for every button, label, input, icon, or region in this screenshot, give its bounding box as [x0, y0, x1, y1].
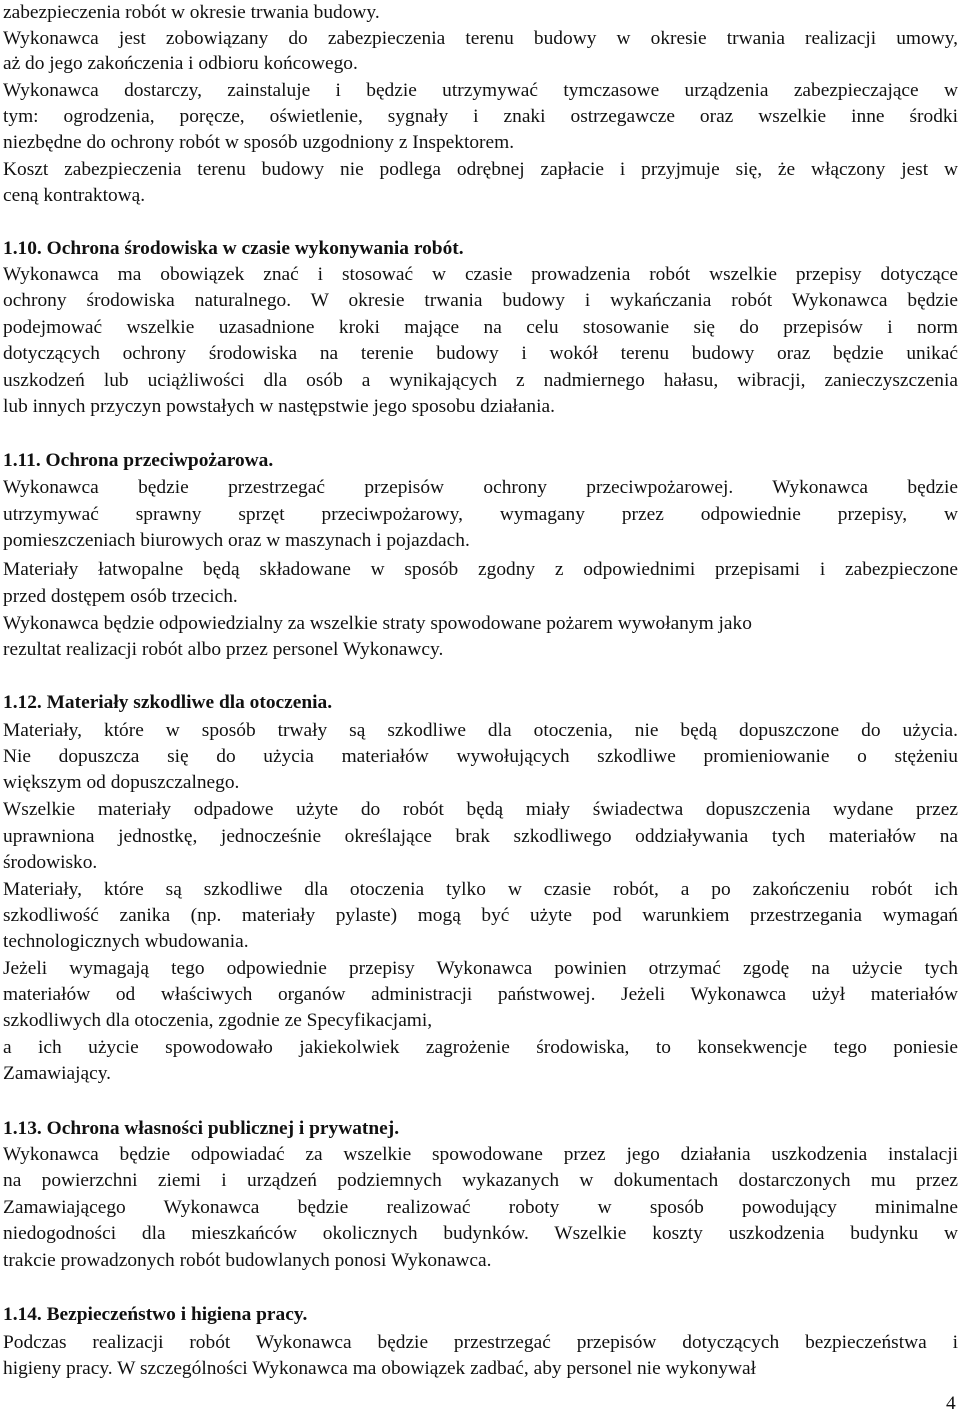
text-line: dotyczących ochrony środowiska na terenie budowy i wokół terenu budowy oraz będzie unikać [3, 343, 958, 364]
text-line: Wykonawca ma obowiązek znać i stosować w czasie prowadzenia robót wszelkie przepisy dotyczące [3, 264, 958, 285]
text-line: a ich użycie spowodowało jakiekolwiek zagrożenie środowiska, to konsekwencje tego poniesie [3, 1037, 958, 1058]
text-line: Wszelkie materiały odpadowe użyte do robót będą miały świadectwa dopuszczenia wydane przez [3, 799, 958, 820]
text-line: pomieszczeniach biurowych oraz w maszynach i pojazdach. [3, 530, 470, 551]
text-line: niezbędne do ochrony robót w sposób uzgodniony z Inspektorem. [3, 132, 515, 153]
text-line: Jeżeli wymagają tego odpowiednie przepisy Wykonawca powinien otrzymać zgodę na użycie tych [3, 958, 958, 979]
text-line: Wykonawca będzie przestrzegać przepisów ochrony przeciwpożarowej. Wykonawca będzie [3, 477, 958, 498]
text-line: niedogodności dla mieszkańców okolicznych budynków. Wszelkie koszty uszkodzenia budynku w [3, 1223, 958, 1244]
text-line: uprawniona jednostkę, jednocześnie określające brak szkodliwego oddziaływania tych materiałów na [3, 826, 958, 847]
section-heading: 1.13. Ochrona własności publicznej i prywatnej. [3, 1118, 400, 1139]
text-line: higieny pracy. W szczególności Wykonawca ma obowiązek zadbać, aby personel nie wykonywał [3, 1358, 757, 1379]
text-line: uszkodzeń lub uciążliwości dla osób a wynikających z nadmiernego hałasu, wibracji, zanieczyszczenia [3, 370, 958, 391]
text-line: Koszt zabezpieczenia terenu budowy nie podlega odrębnej zapłacie i przyjmuje się, że włączony jest w [3, 159, 958, 180]
text-line: Wykonawca będzie odpowiadać za wszelkie spowodowane przez jego działania uszkodzenia instalacji [3, 1144, 958, 1165]
text-line: Materiały, które są szkodliwe dla otoczenia tylko w czasie robót, a po zakończeniu robót ich [3, 879, 958, 900]
text-line: Nie dopuszcza się do użycia materiałów wywołujących szkodliwe promieniowanie o stężeniu [3, 746, 958, 767]
text-line: Zamawiającego Wykonawca będzie realizować roboty w sposób powodujący minimalne [3, 1197, 958, 1218]
text-line: przed dostępem osób trzecich. [3, 586, 238, 607]
text-line: Materiały, które w sposób trwały są szkodliwe dla otoczenia, nie będą dopuszczone do użycia. [3, 720, 958, 741]
text-line: zabezpieczenia robót w okresie trwania budowy. [3, 2, 380, 23]
text-line: rezultat realizacji robót albo przez personel Wykonawcy. [3, 639, 444, 660]
text-line: Zamawiający. [3, 1063, 112, 1084]
text-line: trakcie prowadzonych robót budowlanych ponosi Wykonawca. [3, 1250, 492, 1271]
section-heading: 1.10. Ochrona środowiska w czasie wykonywania robót. [3, 238, 464, 259]
text-line: lub innych przyczyn powstałych w następstwie jego sposobu działania. [3, 396, 555, 417]
text-line: tym: ogrodzenia, poręcze, oświetlenie, sygnały i znaki ostrzegawcze oraz wszelkie inne środki [3, 106, 958, 127]
text-line: środowisko. [3, 852, 98, 873]
text-line: technologicznych wbudowania. [3, 931, 249, 952]
text-line: materiałów od właściwych organów administracji państwowej. Jeżeli Wykonawca użył materiałów [3, 984, 958, 1005]
text-line: większym od dopuszczalnego. [3, 772, 240, 793]
text-line: szkodliwych dla otoczenia, zgodnie ze Specyfikacjami, [3, 1010, 433, 1031]
text-line: utrzymywać sprawny sprzęt przeciwpożarowy, wymagany przez odpowiednie przepisy, w [3, 504, 958, 525]
text-line: aż do jego zakończenia i odbioru końcowego. [3, 53, 358, 74]
section-heading: 1.11. Ochrona przeciwpożarowa. [3, 450, 274, 471]
text-line: Wykonawca będzie odpowiedzialny za wszelkie straty spowodowane pożarem wywołanym jako [3, 613, 752, 634]
page-number: 4 [946, 1393, 956, 1414]
text-line: ceną kontraktową. [3, 185, 146, 206]
text-line: szkodliwość zanika (np. materiały pylaste) mogą być użyte pod warunkiem przestrzegania wymagań [3, 905, 958, 926]
text-line: podejmować wszelkie uzasadnione kroki mające na celu stosowanie się do przepisów i norm [3, 317, 958, 338]
text-line: Podczas realizacji robót Wykonawca będzie przestrzegać przepisów dotyczących bezpieczeństwa i [3, 1332, 958, 1353]
text-line: Materiały łatwopalne będą składowane w sposób zgodny z odpowiednimi przepisami i zabezpieczone [3, 559, 958, 580]
text-line: ochrony środowiska naturalnego. W okresie trwania budowy i wykańczania robót Wykonawca będzie [3, 290, 958, 311]
text-line: Wykonawca dostarczy, zainstaluje i będzie utrzymywać tymczasowe urządzenia zabezpieczające w [3, 80, 958, 101]
section-heading: 1.14. Bezpieczeństwo i higiena pracy. [3, 1304, 308, 1325]
text-line: Wykonawca jest zobowiązany do zabezpieczenia terenu budowy w okresie trwania realizacji umowy, [3, 28, 958, 49]
text-line: na powierzchni ziemi i urządzeń podziemnych wykazanych w dokumentach dostarczonych mu przez [3, 1170, 958, 1191]
section-heading: 1.12. Materiały szkodliwe dla otoczenia. [3, 692, 333, 713]
